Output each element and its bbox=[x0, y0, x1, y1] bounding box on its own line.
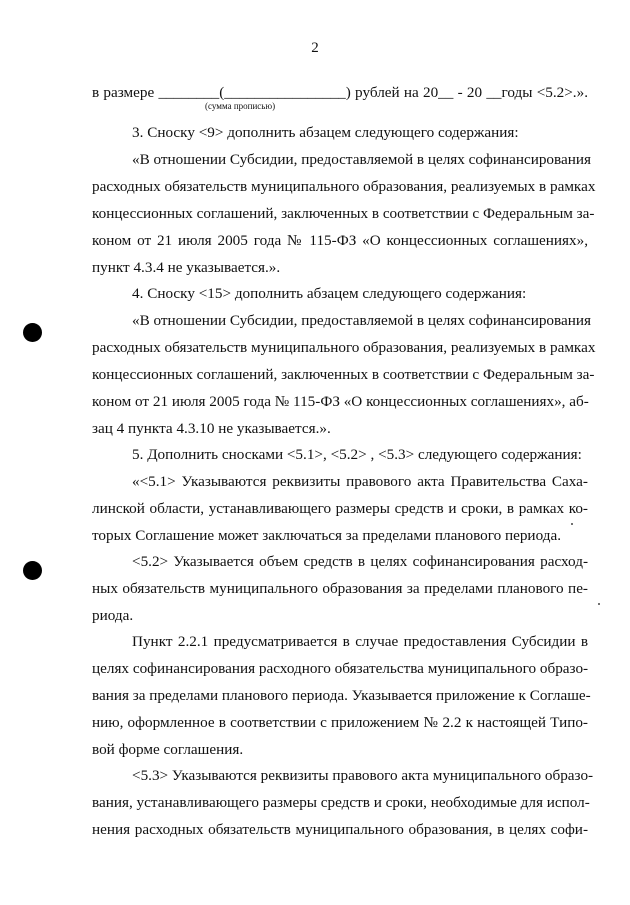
text-line: торых Соглашение может заключаться за пределами планового периода. bbox=[92, 527, 561, 544]
text-line: <5.3> Указываются реквизиты правового акта муниципального образо- bbox=[132, 767, 594, 784]
text-line: в размере ________(________________) рублей на 20__ - 20 __годы <5.2>.». bbox=[92, 84, 588, 101]
text-line: Пункт 2.2.1 предусматривается в случае предоставления Субсидии в bbox=[132, 633, 588, 650]
text-line: коном от 21 июля 2005 года № 115-ФЗ «О концессионных соглашениях», аб- bbox=[92, 393, 589, 410]
text-line: вой форме соглашения. bbox=[92, 741, 244, 758]
text-line: линской области, устанавливающего размеры средств и сроки, в рамках ко- bbox=[92, 500, 588, 517]
speck bbox=[598, 603, 600, 605]
text-line: вания за пределами планового периода. Указывается приложение к Соглаше- bbox=[92, 687, 591, 704]
amount-caption: (сумма прописью) bbox=[205, 101, 276, 111]
text-line: <5.2> Указывается объем средств в целях софинансирования расход- bbox=[132, 553, 588, 570]
text-line: целях софинансирования расходного обязательства муниципального образо- bbox=[92, 660, 589, 677]
text-line: коном от 21 июля 2005 года № 115-ФЗ «О концессионных соглашениях», bbox=[92, 232, 588, 249]
text-line: расходных обязательств муниципального образования, реализуемых в рамках bbox=[92, 178, 596, 195]
text-line: риода. bbox=[92, 607, 134, 624]
text-line: зац 4 пункта 4.3.10 не указывается.». bbox=[92, 420, 331, 437]
text-line: концессионных соглашений, заключенных в соответствии с Федеральным за- bbox=[92, 366, 595, 383]
text-line: ных обязательств муниципального образования за пределами планового пе- bbox=[92, 580, 588, 597]
text-line: вания, устанавливающего размеры средств и сроки, необходимые для испол- bbox=[92, 794, 590, 811]
text-line: нения расходных обязательств муниципального образования, в целях софи- bbox=[92, 821, 588, 838]
page-number: 2 bbox=[311, 40, 319, 56]
text-line: расходных обязательств муниципального образования, реализуемых в рамках bbox=[92, 339, 596, 356]
punch-hole bbox=[23, 561, 42, 580]
text-line: «В отношении Субсидии, предоставляемой в целях софинансирования bbox=[132, 151, 591, 168]
speck bbox=[571, 523, 573, 525]
text-line: 3. Сноску <9> дополнить абзацем следующего содержания: bbox=[132, 124, 519, 141]
text-line: нию, оформленное в соответствии с приложением № 2.2 к настоящей Типо- bbox=[92, 714, 588, 731]
text-line: 4. Сноску <15> дополнить абзацем следующего содержания: bbox=[132, 285, 527, 302]
punch-hole bbox=[23, 323, 42, 342]
text-line: «<5.1> Указываются реквизиты правового акта Правительства Саха- bbox=[132, 473, 588, 490]
text-line: пункт 4.3.4 не указывается.». bbox=[92, 259, 281, 276]
text-line: концессионных соглашений, заключенных в соответствии с Федеральным за- bbox=[92, 205, 595, 222]
text-line: «В отношении Субсидии, предоставляемой в целях софинансирования bbox=[132, 312, 591, 329]
text-line: 5. Дополнить сносками <5.1>, <5.2> , <5.3> следующего содержания: bbox=[132, 446, 582, 463]
